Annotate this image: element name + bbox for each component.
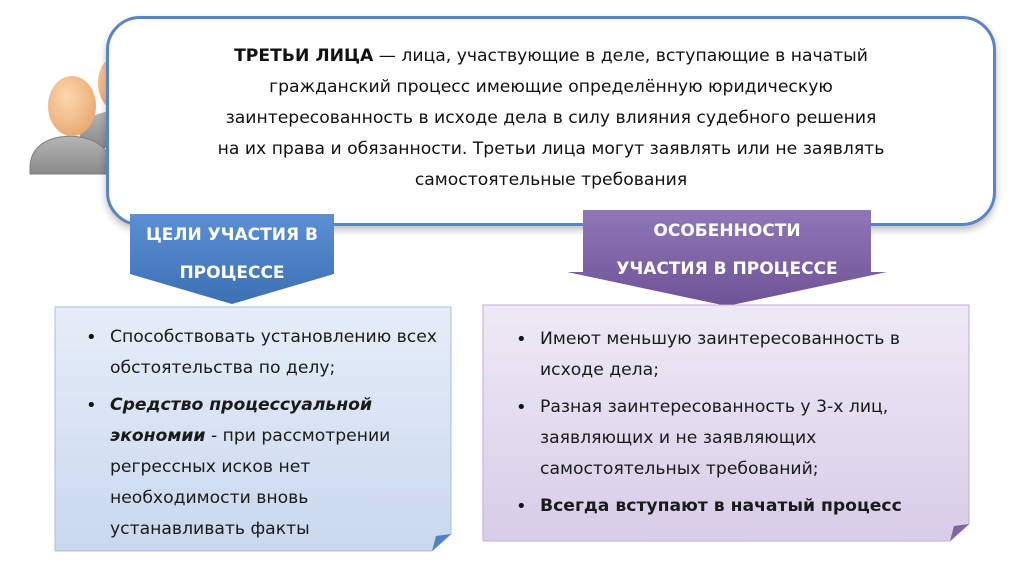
features-item-3 [498,491,958,522]
features-header-line-1: ОСОБЕННОСТИ [653,221,801,241]
goals-header-line-2: ПРОЦЕССЕ [179,263,285,283]
goals-item-1 [68,322,443,384]
goals-header [128,212,336,292]
features-arrow [565,208,889,308]
features-header [565,208,889,288]
definition-line-2: гражданский процесс имеющие определённую юридическую [269,77,833,97]
definition-line-4: на их права и обязанности. Третьи лица могут заявлять или не заявлять [217,139,885,159]
definition-term: ТРЕТЬИ ЛИЦА [234,46,374,66]
goals-item-2-emphasis: Средство процессуальной экономии [110,395,373,446]
features-item-1-text: Имеют меньшую заинтересованность в исходе дела; [540,329,901,380]
definition-text [129,41,973,196]
definition-line-1 [129,41,973,72]
definition-box [106,16,996,226]
goals-panel [54,306,452,552]
bullet-icon: • [516,397,527,418]
bullet-icon: • [86,327,97,348]
goals-item-1-text: Способствовать установлению всех обстоятельства по делу; [110,327,437,378]
goals-arrow [128,212,336,306]
definition-text-1: лица, участвующие в деле, вступающие в начатый [401,46,868,66]
definition-line-3: заинтересованность в исходе дела в силу влияния судебного решения [225,108,877,128]
features-item-2-text: Разная заинтересованность у 3-х лиц, заявляющих и не заявляющих самостоятельных требований; [540,397,889,479]
bullet-icon: • [516,329,527,350]
goals-item-2-text: - при рассмотрении регрессных исков нет необходимости вновь устанавливать факты [110,426,391,539]
features-item-1 [498,324,958,386]
bullet-icon: • [516,496,527,517]
features-header-line-2: УЧАСТИЯ В ПРОЦЕССЕ [616,259,838,279]
features-panel [482,304,970,542]
features-item-3-text: Всегда вступают в начатый процесс [540,496,902,516]
goals-item-2 [68,390,443,545]
features-item-2 [498,392,958,485]
goals-header-line-1: ЦЕЛИ УЧАСТИЯ В [146,225,318,245]
bullet-icon: • [86,395,97,416]
definition-line-5: самостоятельные требования [414,170,688,190]
definition-dash: — [378,46,396,66]
